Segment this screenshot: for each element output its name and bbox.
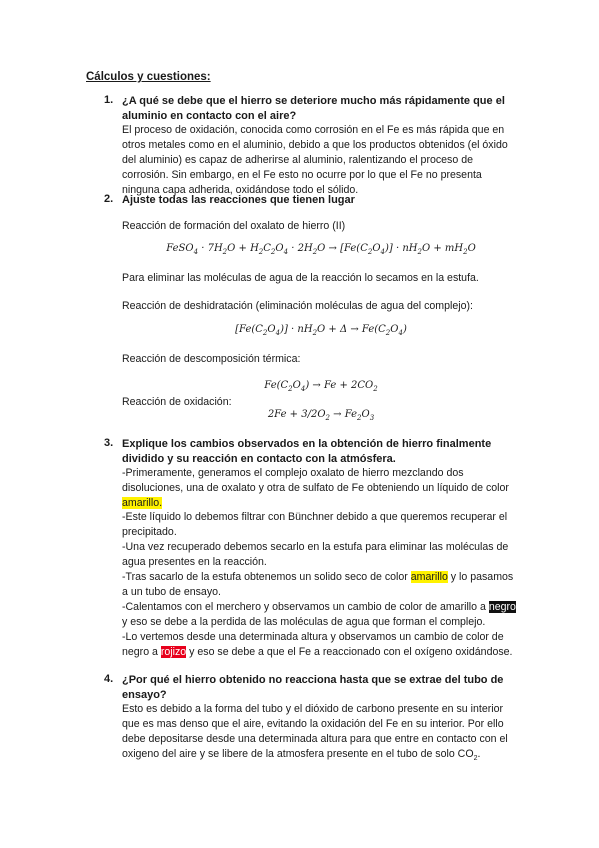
q3-paragraph-2: -Este líquido lo debemos filtrar con Bünchner debido a que queremos recuperar el precipitado.	[122, 511, 508, 538]
highlight-negro: negro	[488, 601, 516, 613]
highlight-amarillo-2: amarillo	[410, 571, 448, 583]
equation-oxidation: $2Fe + 3/2O_2 \to Fe_2O_3$	[267, 409, 375, 422]
section-heading: Cálculos y cuestiones:	[86, 71, 211, 83]
q3-paragraph-3: -Una vez recuperado debemos secarlo en la estufa para eliminar las moléculas de agua presentes en la reacción.	[122, 541, 509, 568]
highlight-amarillo: amarillo.	[122, 497, 163, 509]
equation-formation: FeSO$_4$ · $7H_2O + H_2C_2O_4 \cdot 2H_2O \to [Fe(C_2O_4)] \cdot nH_2O + mH_2O$	[166, 243, 476, 256]
q2-question: Ajuste todas las reacciones que tienen lugar	[122, 194, 355, 206]
highlight-rojizo: rojizo	[160, 646, 187, 658]
equation-decomposition: $Fe(C_2O_4) \to Fe + 2CO_2$	[264, 380, 378, 393]
label-oxidation: Reacción de oxidación:	[122, 396, 232, 408]
q3-question: Explique los cambios observados en la obtención de hierro finalmente dividido y su reacción en contacto con la atmósfera.	[122, 438, 492, 465]
q1-answer: El proceso de oxidación, conocida como corrosión en el Fe es más rápida que en otros metales como en el aluminio, debido a que los productos obtenidos (el óxido del aluminio) es capaz de adherirse al aluminio, ralentizando el proceso de corrosión. Sin embargo, en el Fe esto no ocurre por lo que el Fe no presenta ninguna capa adherida, oxidándose todo el sólido.	[122, 124, 508, 196]
q1-number: 1.	[104, 94, 114, 106]
label-decomposition: Reacción de descomposición térmica:	[122, 353, 301, 365]
q3-paragraph-4: -Tras sacarlo de la estufa obtenemos un solido seco de color amarillo y lo pasamos a un tubo de ensayo.	[122, 571, 514, 598]
label-dehydration: Reacción de deshidratación (eliminación moléculas de agua del complejo):	[122, 300, 473, 312]
q3-paragraph-5: -Calentamos con el merchero y observamos un cambio de color de amarillo a negro y eso se debe a la perdida de las moléculas de agua que forman el complejo.	[122, 601, 516, 628]
q2-number: 2.	[104, 193, 114, 205]
q4-number: 4.	[104, 673, 114, 685]
label-formation: Reacción de formación del oxalato de hierro (II)	[122, 220, 346, 232]
q4-answer: Esto es debido a la forma del tubo y el dióxido de carbono presente en su interior que es mas denso que el aire, evitando la oxidación del Fe en su interior. Por ello debe depositarse desde una determinada altura para que entre en contacto con el oxigeno del aire y se libere de la atmosfera presente en el tubo de solo $CO_2$.	[122, 703, 508, 763]
q3-paragraph-6: -Lo vertemos desde una determinada altura y observamos un cambio de color de negro a rojizo y eso se debe a que el Fe a reaccionado con el oxígeno oxidándose.	[122, 631, 513, 658]
q4-question: ¿Por qué el hierro obtenido no reacciona hasta que se extrae del tubo de ensayo?	[122, 674, 504, 701]
q1-question: ¿A qué se debe que el hierro se deteriore mucho más rápidamente que el aluminio en contacto con el aire?	[122, 95, 505, 122]
equation-dehydration: $[Fe(C_2O_4)] \cdot nH_2O + \Delta \to Fe(C_2O_4)$	[235, 324, 407, 337]
note-drying: Para eliminar las moléculas de agua de la reacción lo secamos en la estufa.	[122, 272, 479, 284]
q3-number: 3.	[104, 437, 114, 449]
q3-paragraph-1: -Primeramente, generamos el complejo oxalato de hierro mezclando dos disoluciones, una de oxalato y otra de sulfato de Fe obteniendo un líquido de color amarillo.	[122, 467, 509, 509]
